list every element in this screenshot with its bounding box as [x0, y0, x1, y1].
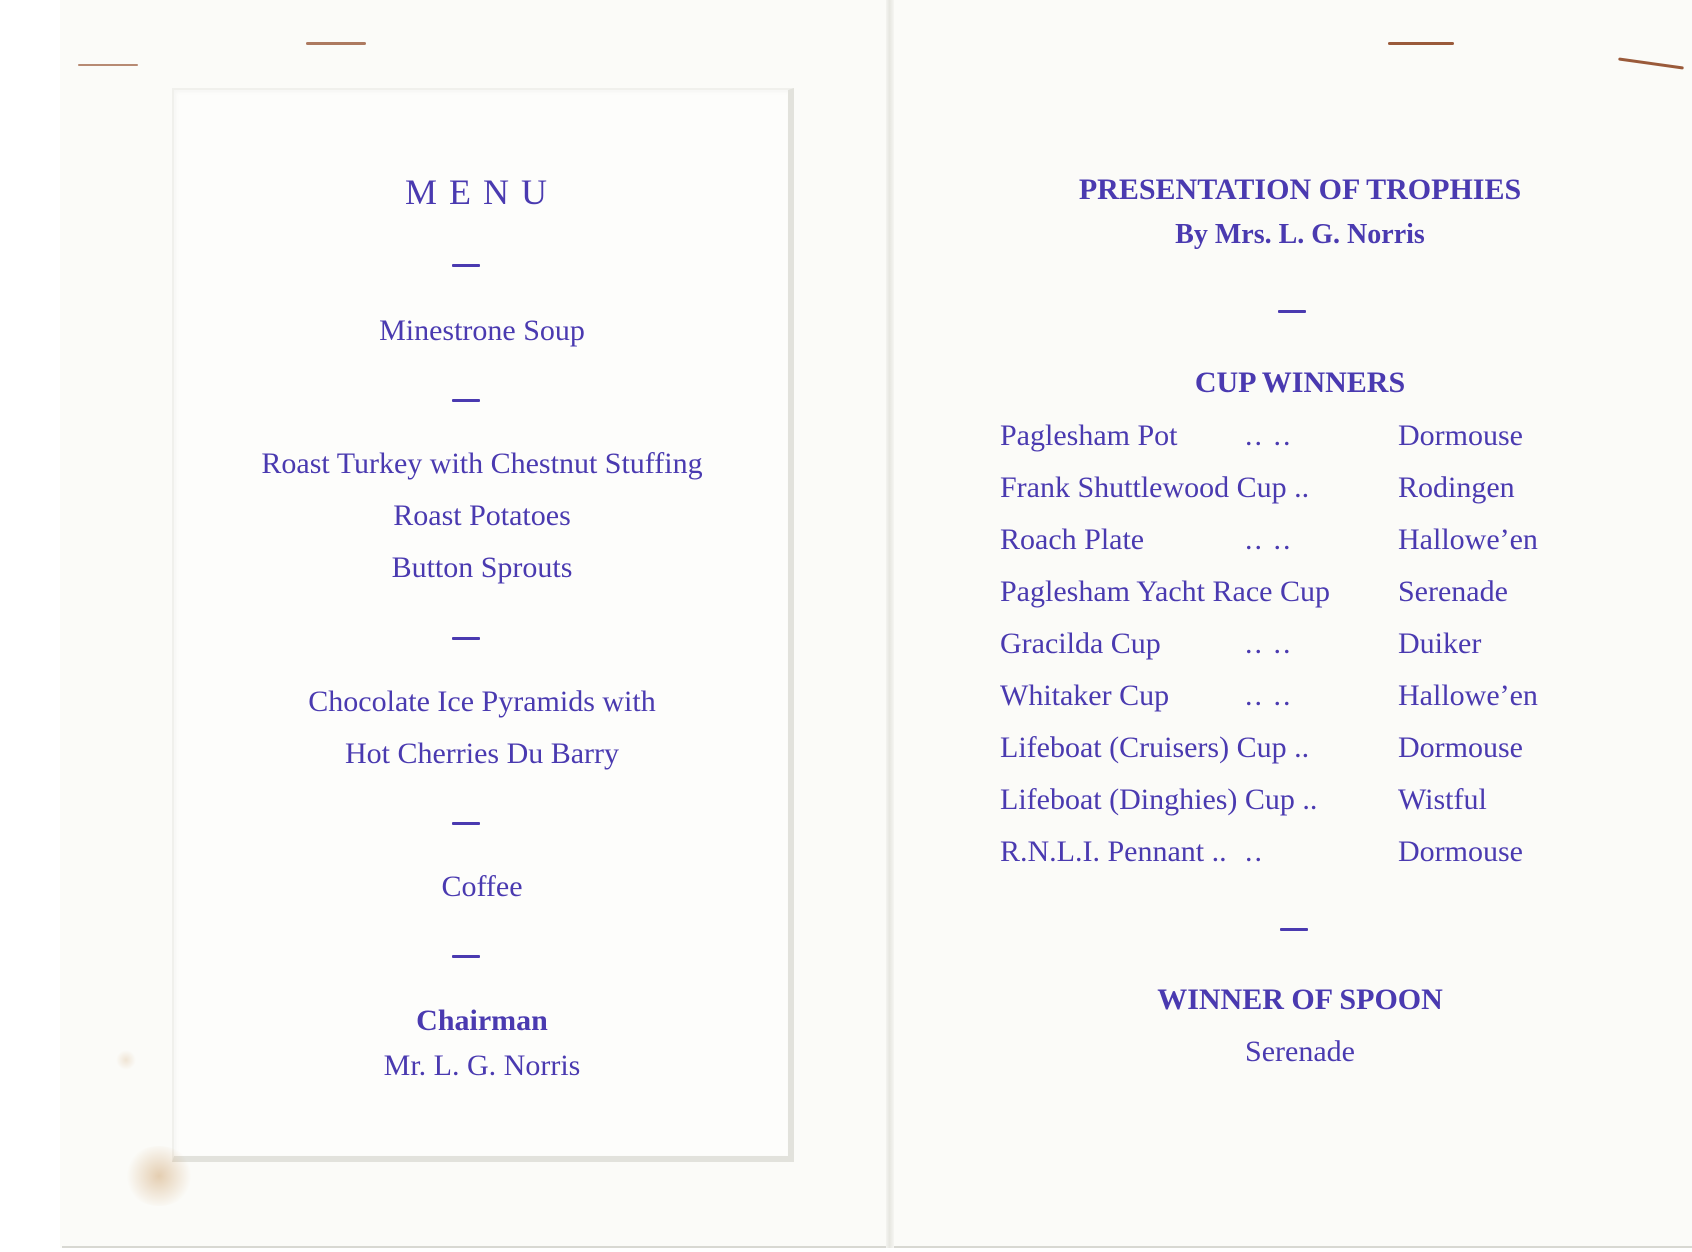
cup-name: Lifeboat (Cruisers) Cup ..	[1000, 731, 1310, 764]
divider	[452, 264, 480, 267]
cup-winner: Duiker	[1398, 627, 1482, 660]
cup-leader: .. ..	[1245, 679, 1293, 712]
trophy-row	[1000, 832, 1620, 872]
stain-mark	[124, 1146, 194, 1206]
cup-leader: .. ..	[1245, 523, 1293, 556]
chairman-label: Chairman	[416, 1004, 548, 1037]
chairman-name: Mr. L. G. Norris	[383, 1049, 581, 1082]
menu-embossed-panel	[172, 88, 794, 1162]
trophy-row	[1000, 572, 1620, 612]
course-item: Button Sprouts	[391, 551, 573, 584]
cup-winners-heading: CUP WINNERS	[1194, 366, 1406, 399]
cup-winner: Dormouse	[1398, 835, 1523, 868]
cup-name: Roach Plate	[1000, 523, 1145, 556]
divider	[452, 822, 480, 825]
course-item: Hot Cherries Du Barry	[344, 737, 620, 770]
staple-mark	[306, 42, 366, 45]
spoon-winner: Serenade	[1245, 1035, 1355, 1068]
course-item: Coffee	[441, 870, 523, 903]
cup-name: Paglesham Pot	[1000, 419, 1178, 452]
trophy-row	[1000, 624, 1620, 664]
cup-name: Frank Shuttlewood Cup ..	[1000, 471, 1310, 504]
divider	[452, 955, 480, 958]
cup-name: Lifeboat (Dinghies) Cup ..	[1000, 783, 1318, 816]
cup-name: R.N.L.I. Pennant ..	[1000, 835, 1227, 868]
trophies-title: PRESENTATION OF TROPHIES	[1078, 173, 1522, 206]
menu-title: MENU	[405, 172, 559, 212]
cup-leader: .. ..	[1245, 419, 1293, 452]
staple-mark	[78, 64, 138, 66]
staple-mark	[1388, 42, 1454, 45]
spoon-heading: WINNER OF SPOON	[1157, 983, 1443, 1016]
divider	[452, 399, 480, 402]
trophies-presenter: By Mrs. L. G. Norris	[1175, 219, 1425, 250]
stain-mark	[116, 1050, 136, 1070]
cup-winner: Dormouse	[1398, 419, 1523, 452]
divider	[452, 637, 480, 640]
cup-winner: Dormouse	[1398, 731, 1523, 764]
trophy-row	[1000, 520, 1620, 560]
course-item: Roast Potatoes	[393, 499, 571, 532]
cup-winner: Serenade	[1398, 575, 1508, 608]
cup-winner: Rodingen	[1398, 471, 1515, 504]
card-edge	[62, 1246, 1692, 1248]
cup-leader: .. ..	[1245, 627, 1293, 660]
trophy-row	[1000, 676, 1620, 716]
card-fold	[886, 0, 894, 1248]
divider	[1278, 310, 1306, 313]
cup-winner: Hallowe’en	[1398, 679, 1538, 712]
course-item: Minestrone Soup	[379, 314, 585, 347]
trophy-row	[1000, 416, 1620, 456]
course-item: Roast Turkey with Chestnut Stuffing	[261, 447, 703, 480]
course-item: Chocolate Ice Pyramids with	[308, 685, 656, 718]
cup-winner: Hallowe’en	[1398, 523, 1538, 556]
trophy-row	[1000, 780, 1620, 820]
cup-name: Paglesham Yacht Race Cup	[1000, 575, 1330, 608]
trophy-row	[1000, 468, 1620, 508]
cup-winner: Wistful	[1398, 783, 1487, 816]
divider	[1280, 928, 1308, 931]
cup-name: Gracilda Cup	[1000, 627, 1161, 660]
cup-name: Whitaker Cup	[1000, 679, 1170, 712]
trophy-row	[1000, 728, 1620, 768]
cup-leader: ..	[1245, 835, 1264, 868]
